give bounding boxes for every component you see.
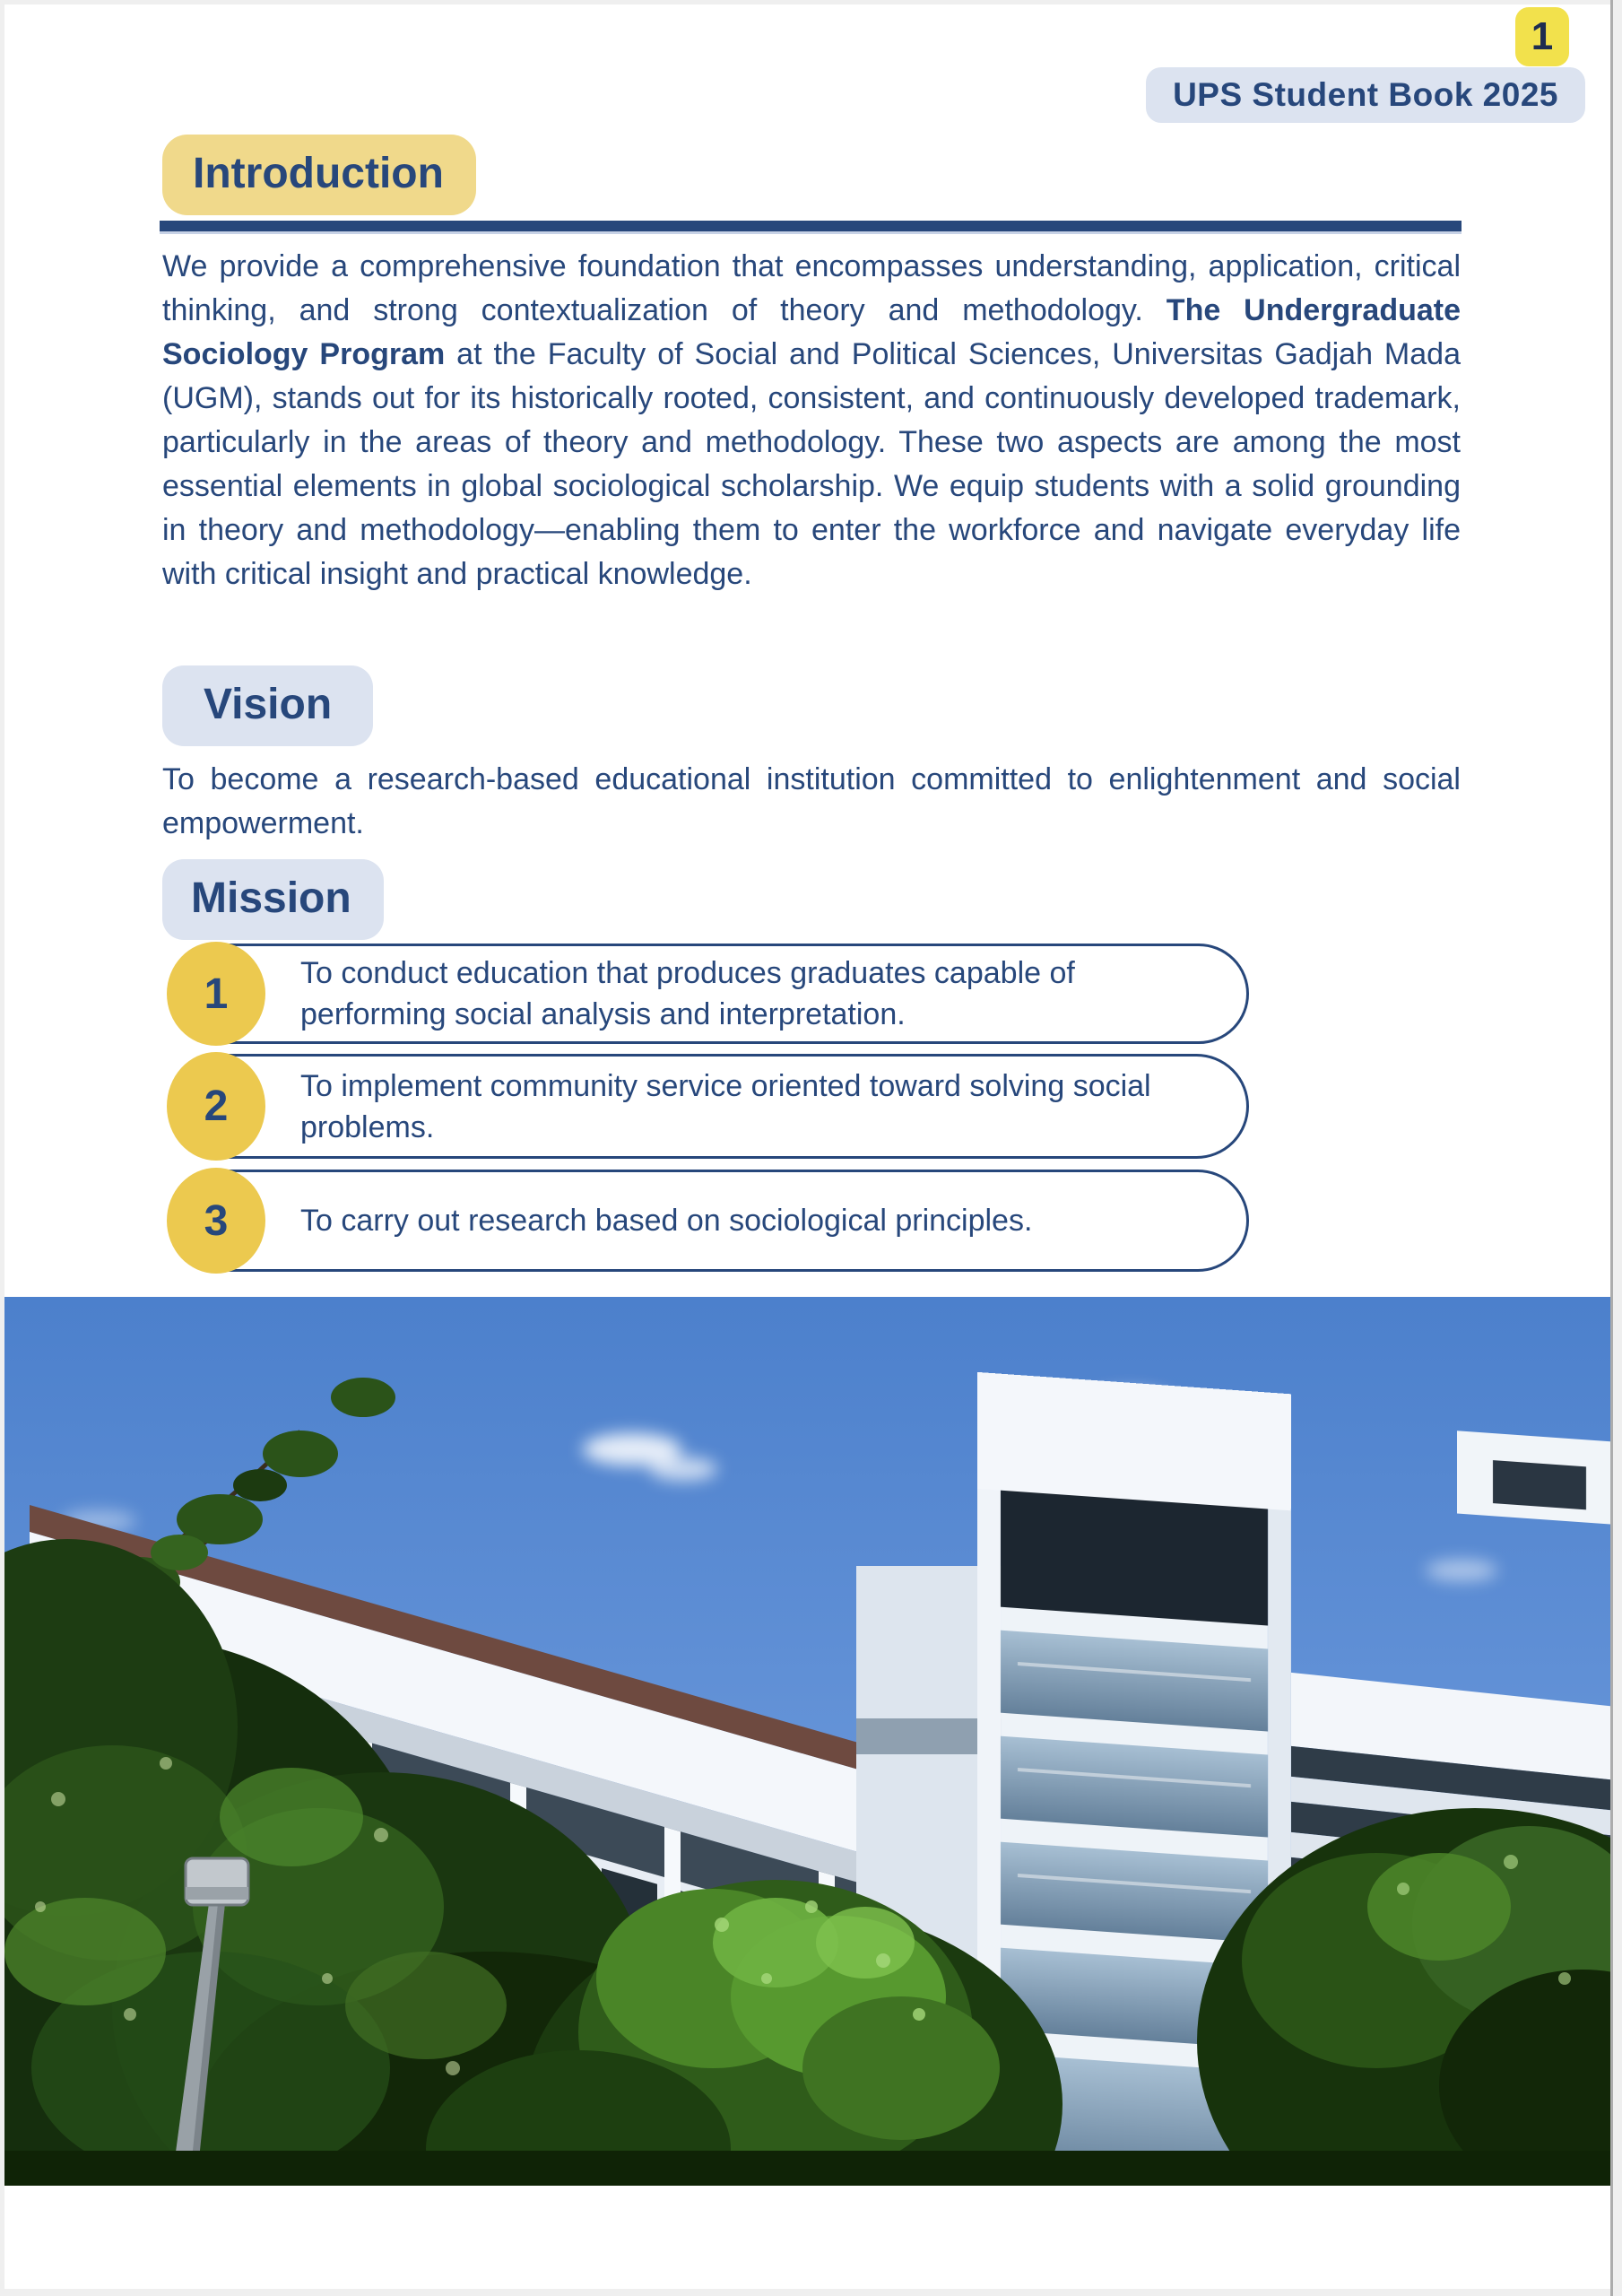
campus-photo-illustration: [4, 1297, 1610, 2186]
introduction-heading-pill: [162, 135, 476, 215]
vision-heading: Vision: [204, 681, 333, 728]
vision-heading-pill: [162, 665, 373, 746]
page-number-badge: [1515, 7, 1569, 66]
vision-paragraph: To become a research-based educational institution committed to enlightenment and social empowerment.: [162, 762, 1461, 840]
introduction-paragraph: [162, 245, 1461, 596]
campus-photo: [4, 1297, 1610, 2186]
introduction-text-1: We provide a comprehensive foundation that encompasses understanding, application, critical thinking, and strong contextualization of theory and methodology.: [162, 249, 1461, 327]
mission-item-3-pill: [170, 1170, 1249, 1272]
book-title-badge: [1146, 67, 1585, 123]
page-number: 1: [1531, 14, 1554, 58]
mission-item-1-pill: [170, 944, 1249, 1044]
foliage-bottom: [4, 2151, 1610, 2186]
document-sheet: [4, 4, 1610, 2289]
mission-item-1-text: To conduct education that produces graduates capable of performing social analysis and interpretation.: [300, 956, 1075, 1031]
mission-item-1-number-badge: [167, 942, 265, 1046]
mission-item-3-number-badge: [167, 1168, 265, 1274]
introduction-text-bold: The Undergraduate Sociology Program: [162, 293, 1461, 371]
mission-item-3-number: 3: [204, 1196, 229, 1245]
page-right-edge: [1610, 0, 1613, 2296]
mission-item-2-pill: [170, 1054, 1249, 1159]
mission-item-2-number: 2: [204, 1083, 229, 1130]
book-title: UPS Student Book 2025: [1173, 76, 1558, 113]
mission-heading-pill: [162, 859, 384, 940]
introduction-heading: Introduction: [193, 150, 444, 197]
mission-item-2-number-badge: [167, 1052, 265, 1161]
introduction-text-2: at the Faculty of Social and Political Sciences, Universitas Gadjah Mada (UGM), stands out for its historically rooted, consistent, and continuously developed trademark, particularly in the areas of theory and methodology. These two aspects are among the most essential elements in global sociological scholarship. We equip students with a solid grounding in theory and methodology—enabling them to enter the workforce and navigate everyday life with critical insight and practical knowledge.: [162, 337, 1461, 591]
mission-heading: Mission: [191, 874, 351, 922]
far-building-corner: [1457, 1431, 1610, 1524]
mission-item-2-text: To implement community service oriented toward solving social problems.: [300, 1068, 1151, 1144]
mission-item-1-number: 1: [204, 970, 229, 1018]
mission-item-3-text: To carry out research based on sociological principles.: [300, 1204, 1033, 1238]
divider-rule: [160, 221, 1462, 234]
